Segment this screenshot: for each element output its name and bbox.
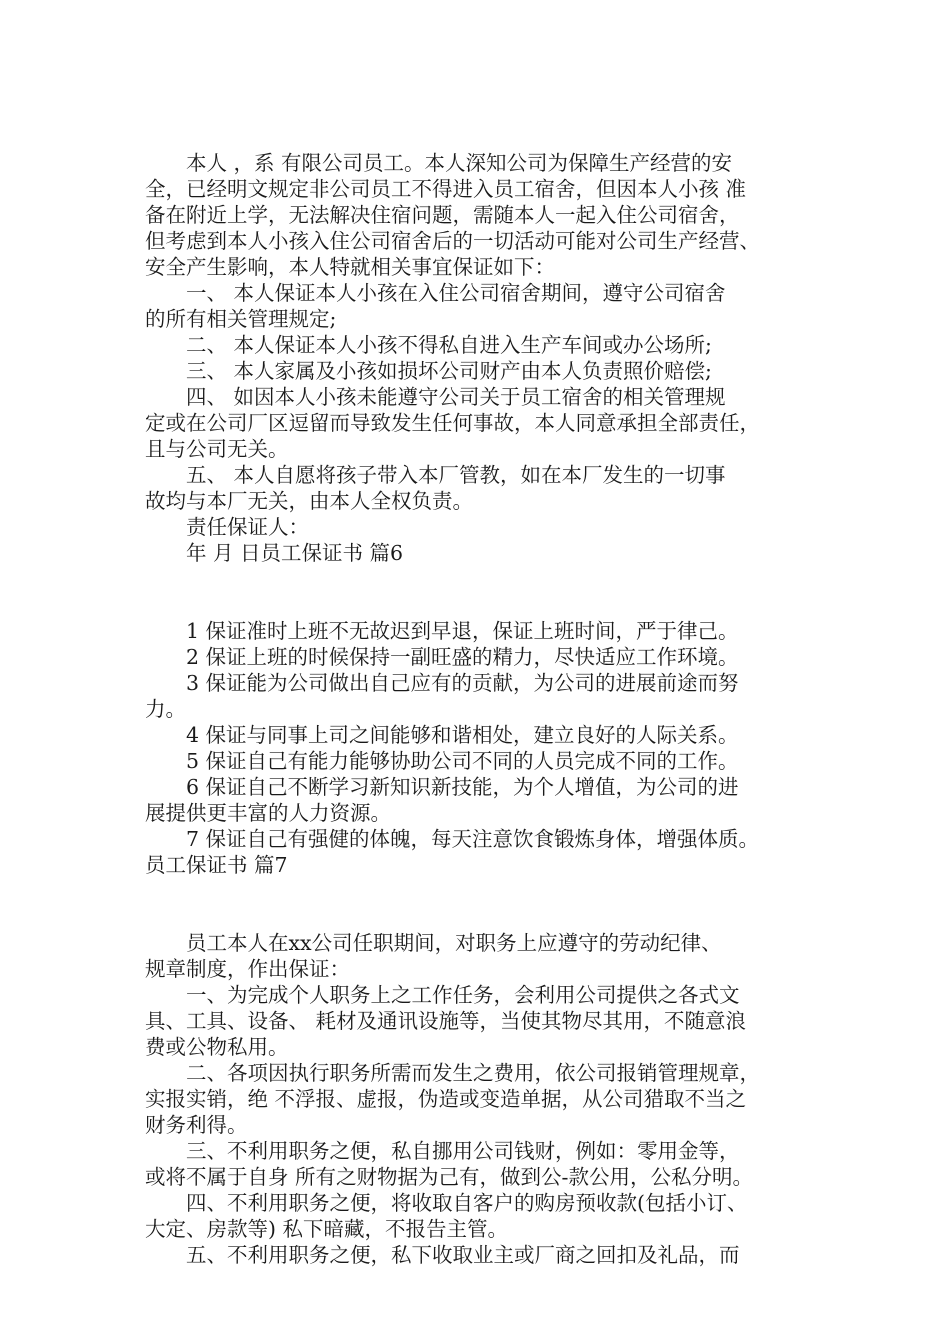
list-item: 5 保证自己有能力能够协助公司不同的人员完成不同的工作。 (145, 749, 739, 773)
paragraph-line: 故均与本厂无关，由本人全权负责。 (145, 489, 473, 513)
signature-label: 责任保证人： (145, 515, 309, 539)
paragraph-line: 或将不属于自身 所有之财物据为己有，做到公-款公用，公私分明。 (145, 1165, 753, 1189)
paragraph-line: 但考虑到本人小孩入住公司宿舍后的一切活动可能对公司生产经营、 (145, 229, 760, 253)
paragraph-line: 具、工具、设备、 耗材及通讯设施等，当使其物尽其用，不随意浪 (145, 1009, 747, 1033)
paragraph-line: 实报实销，绝 不浮报、虚报，伪造或变造单据，从公司猎取不当之 (145, 1087, 747, 1111)
list-item: 4 保证与同事上司之间能够和谐相处，建立良好的人际关系。 (145, 723, 739, 747)
paragraph-line: 三、不利用职务之便，私自挪用公司钱财，例如：零用金等， (145, 1139, 740, 1163)
list-item: 1 保证准时上班不无故迟到早退，保证上班时间，严于律己。 (145, 619, 739, 643)
paragraph-line: 备在附近上学，无法解决住宿问题，需随本人一起入住公司宿舍， (145, 203, 740, 227)
paragraph-line: 安全产生影响，本人特就相关事宜保证如下： (145, 255, 555, 279)
list-item: 展提供更丰富的人力资源。 (145, 801, 391, 825)
paragraph-line: 的所有相关管理规定; (145, 307, 337, 331)
paragraph-line: 员工本人在xx公司任职期间，对职务上应遵守的劳动纪律、 (145, 931, 722, 955)
paragraph-line: 四、不利用职务之便，将收取自客户的购房预收款(包括小订、 (145, 1191, 748, 1215)
list-item: 6 保证自己不断学习新知识新技能，为个人增值，为公司的进 (145, 775, 739, 799)
paragraph-line: 且与公司无关。 (145, 437, 289, 461)
paragraph-line: 二、各项因执行职务所需而发生之费用，依公司报销管理规章， (145, 1061, 760, 1085)
paragraph-line: 大定、房款等) 私下暗藏，不报告主管。 (145, 1217, 509, 1241)
paragraph-line: 五、不利用职务之便，私下收取业主或厂商之回扣及礼品，而 (145, 1243, 740, 1267)
paragraph-line: 一、 本人保证本人小孩在入住公司宿舍期间，遵守公司宿舍 (145, 281, 726, 305)
paragraph-line: 三、 本人家属及小孩如损坏公司财产由本人负责照价赔偿; (145, 359, 712, 383)
paragraph-line: 五、 本人自愿将孩子带入本厂管教，如在本厂发生的一切事 (145, 463, 726, 487)
paragraph-line: 规章制度，作出保证： (145, 957, 350, 981)
paragraph-line: 一、为完成个人职务上之工作任务，会利用公司提供之各式文 (145, 983, 740, 1007)
section-heading: 年 月 日员工保证书 篇6 (145, 541, 404, 565)
list-item: 7 保证自己有强健的体魄，每天注意饮食锻炼身体，增强体质。 (145, 827, 760, 851)
paragraph-line: 四、 如因本人小孩未能遵守公司关于员工宿舍的相关管理规 (145, 385, 726, 409)
list-item: 力。 (145, 697, 186, 721)
section-heading: 员工保证书 篇7 (145, 853, 288, 877)
list-item: 2 保证上班的时候保持一副旺盛的精力，尽快适应工作环境。 (145, 645, 739, 669)
paragraph-line: 费或公物私用。 (145, 1035, 289, 1059)
paragraph-line: 定或在公司厂区逗留而导致发生任何事故，本人同意承担全部责任， (145, 411, 760, 435)
paragraph-line: 二、 本人保证本人小孩不得私自进入生产车间或办公场所; (145, 333, 712, 357)
list-item: 3 保证能为公司做出自己应有的贡献，为公司的进展前途而努 (145, 671, 739, 695)
paragraph-line: 本人 ，系 有限公司员工。本人深知公司为保障生产经营的安 (145, 151, 733, 175)
paragraph-line: 财务利得。 (145, 1113, 248, 1137)
paragraph-line: 全，已经明文规定非公司员工不得进入员工宿舍，但因本人小孩 准 (145, 177, 747, 201)
